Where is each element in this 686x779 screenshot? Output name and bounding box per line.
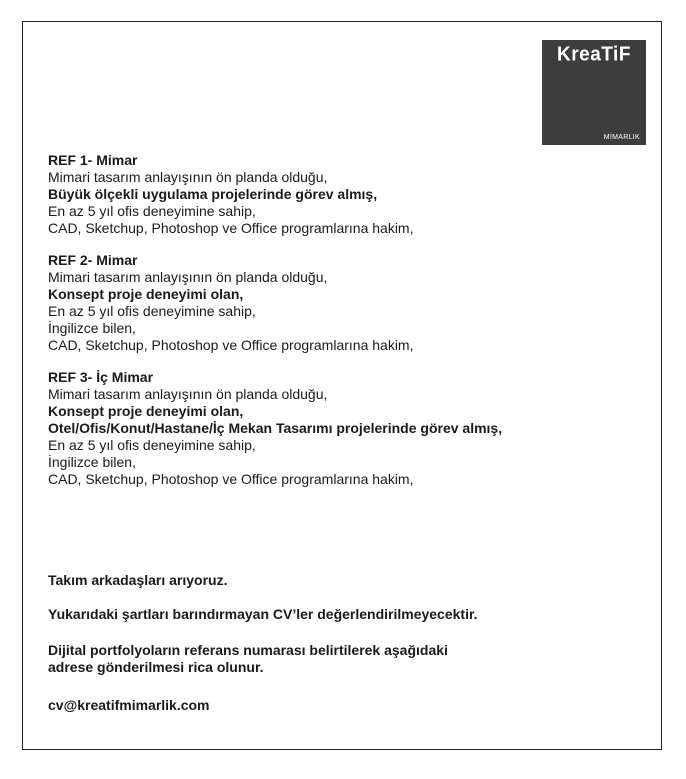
ref3-line: Otel/Ofis/Konut/Hastane/İç Mekan Tasarımı projelerinde görev almış, bbox=[48, 420, 503, 436]
ref3-line: Konsept proje deneyimi olan, bbox=[48, 403, 244, 419]
ref3-line: En az 5 yıl ofis deneyimine sahip, bbox=[48, 437, 256, 453]
ref3-line: Mimari tasarım anlayışının ön planda olduğu, bbox=[48, 386, 328, 402]
team-text: Takım arkadaşları arıyoruz. bbox=[48, 572, 228, 588]
ref1-line: En az 5 yıl ofis deneyimine sahip, bbox=[48, 203, 256, 219]
ref2-line: Mimari tasarım anlayışının ön planda olduğu, bbox=[48, 269, 328, 285]
ref3-line: İngilizce bilen, bbox=[48, 454, 136, 470]
job-listings bbox=[48, 152, 648, 488]
ref1-line: CAD, Sketchup, Photoshop ve Office programlarına hakim, bbox=[48, 220, 414, 236]
ref3-line: CAD, Sketchup, Photoshop ve Office programlarına hakim, bbox=[48, 471, 414, 487]
notice-text: Yukarıdaki şartları barındırmayan CV’ler değerlendirilmeyecektir. bbox=[48, 606, 478, 622]
ref1-line: Büyük ölçekli uygulama projelerinde görev almış, bbox=[48, 186, 378, 202]
ref2-line: İngilizce bilen, bbox=[48, 320, 136, 336]
ref2-line: Konsept proje deneyimi olan, bbox=[48, 286, 244, 302]
footer-notes bbox=[48, 572, 648, 714]
logo-sub-text: MİMARLIK bbox=[603, 134, 640, 141]
ref2-line: En az 5 yıl ofis deneyimine sahip, bbox=[48, 303, 256, 319]
email-text: cv@kreatifmimarlik.com bbox=[48, 697, 210, 713]
instruction-text: Dijital portfolyoların referans numarası belirtilerek aşağıdaki bbox=[48, 642, 448, 658]
ref2-title: REF 2- Mimar bbox=[48, 252, 138, 268]
ref3-title: REF 3- İç Mimar bbox=[48, 369, 154, 385]
company-logo bbox=[542, 40, 646, 145]
ref2-line: CAD, Sketchup, Photoshop ve Office programlarına hakim, bbox=[48, 337, 414, 353]
logo-brand-text: KreaTiF bbox=[557, 43, 631, 66]
ref1-line: Mimari tasarım anlayışının ön planda olduğu, bbox=[48, 169, 328, 185]
instruction-text: adrese gönderilmesi rica olunur. bbox=[48, 659, 264, 675]
ref1-title: REF 1- Mimar bbox=[48, 152, 138, 168]
